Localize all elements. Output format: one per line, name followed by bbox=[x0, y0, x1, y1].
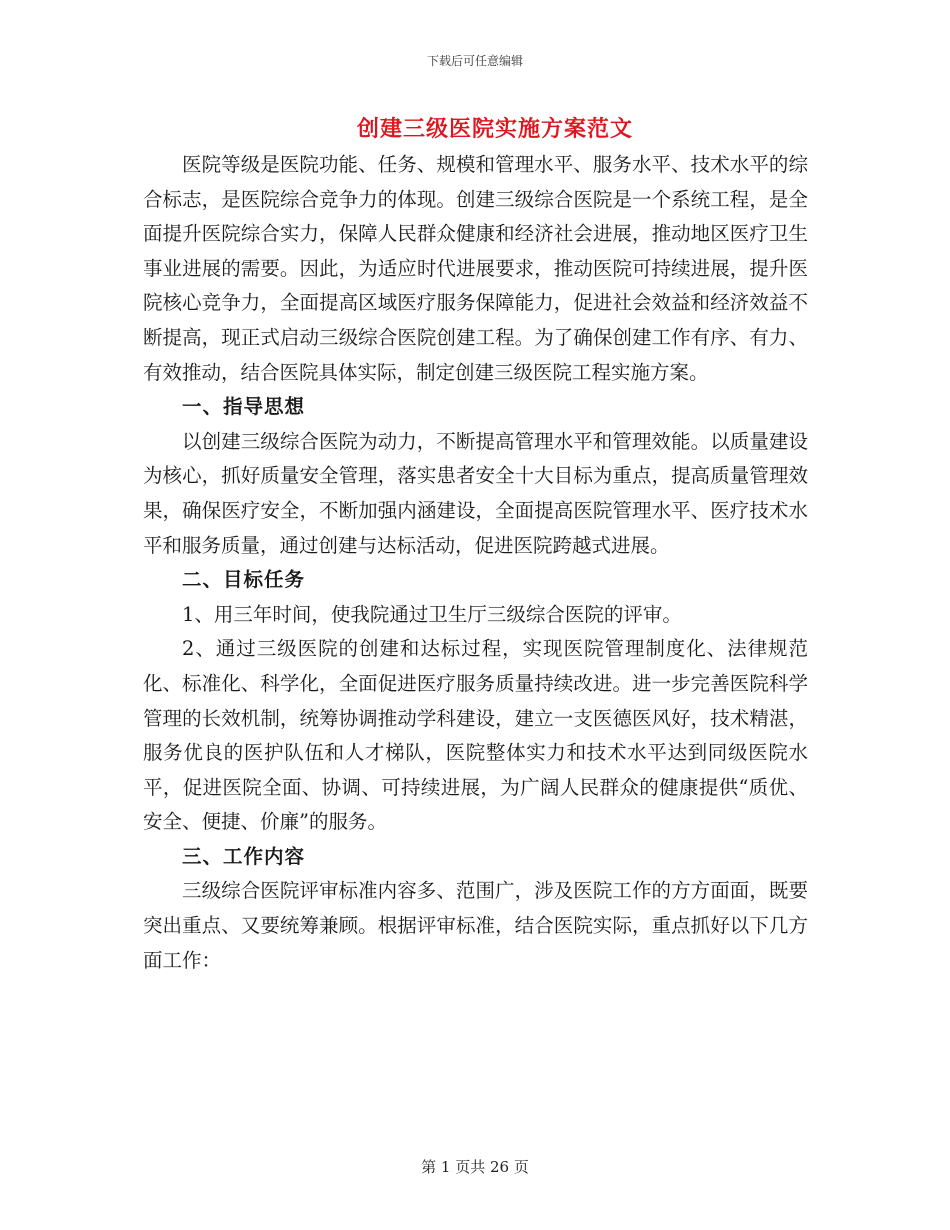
goal-item-1: 1、用三年时间，使我院通过卫生厅三级综合医院的评审。 bbox=[182, 602, 682, 626]
goal-item-2: 2、通过三级医院的创建和达标过程，实现医院管理制度化、法律规范化、标准化、科学化，全面促进医疗服务质量持续改进。进一步完善医院科学管理的长效机制，统筹协调推动学科建设，建立一支医德医风好，技术精湛，服务优良的医护队伍和人才梯队，医院整体实力和技术水平达到同级医院水平，促进医院全面、协调、可持续进展，为广阔人民群众的健康提供“质优、安全、便捷、价廉”的服务。 bbox=[143, 637, 808, 834]
guiding-thought-paragraph: 以创建三级综合医院为动力，不断提高管理水平和管理效能。以质量建设为核心，抓好质量安全管理，落实患者安全十大目标为重点，提高质量管理效果，确保医疗安全，不断加强内涵建设，全面提高医院管理水平、医疗技术水平和服务质量，通过创建与达标活动，促进医院跨越式进展。 bbox=[143, 429, 808, 557]
page-number: 第 1 页共 26 页 bbox=[421, 1158, 529, 1176]
document-body bbox=[143, 148, 808, 978]
header-note: 下载后可任意编辑 bbox=[426, 54, 523, 68]
section-heading-guiding-thought: 一、指导思想 bbox=[182, 395, 306, 419]
intro-paragraph: 医院等级是医院功能、任务、规模和管理水平、服务水平、技术水平的综合标志，是医院综合竞争力的体现。创建三级综合医院是一个系统工程，是全面提升医院综合实力，保障人民群众健康和经济社会进展，推动地区医疗卫生事业进展的需要。因此，为适应时代进展要求，推动医院可持续进展，提升医院核心竞争力，全面提高区域医疗服务保障能力，促进社会效益和经济效益不断提高，现正式启动三级综合医院创建工程。为了确保创建工作有序、有力、有效推动，结合医院具体实际，制定创建三级医院工程实施方案。 bbox=[143, 153, 808, 384]
section-heading-work-content: 三、工作内容 bbox=[182, 844, 306, 868]
section-heading-goals: 二、目标任务 bbox=[182, 568, 306, 592]
document-title: 创建三级医院实施方案范文 bbox=[356, 116, 633, 142]
work-content-paragraph: 三级综合医院评审标准内容多、范围广，涉及医院工作的方方面面，既要突出重点、又要统筹兼顾。根据评审标准，结合医院实际，重点抓好以下几方面工作： bbox=[143, 879, 808, 972]
